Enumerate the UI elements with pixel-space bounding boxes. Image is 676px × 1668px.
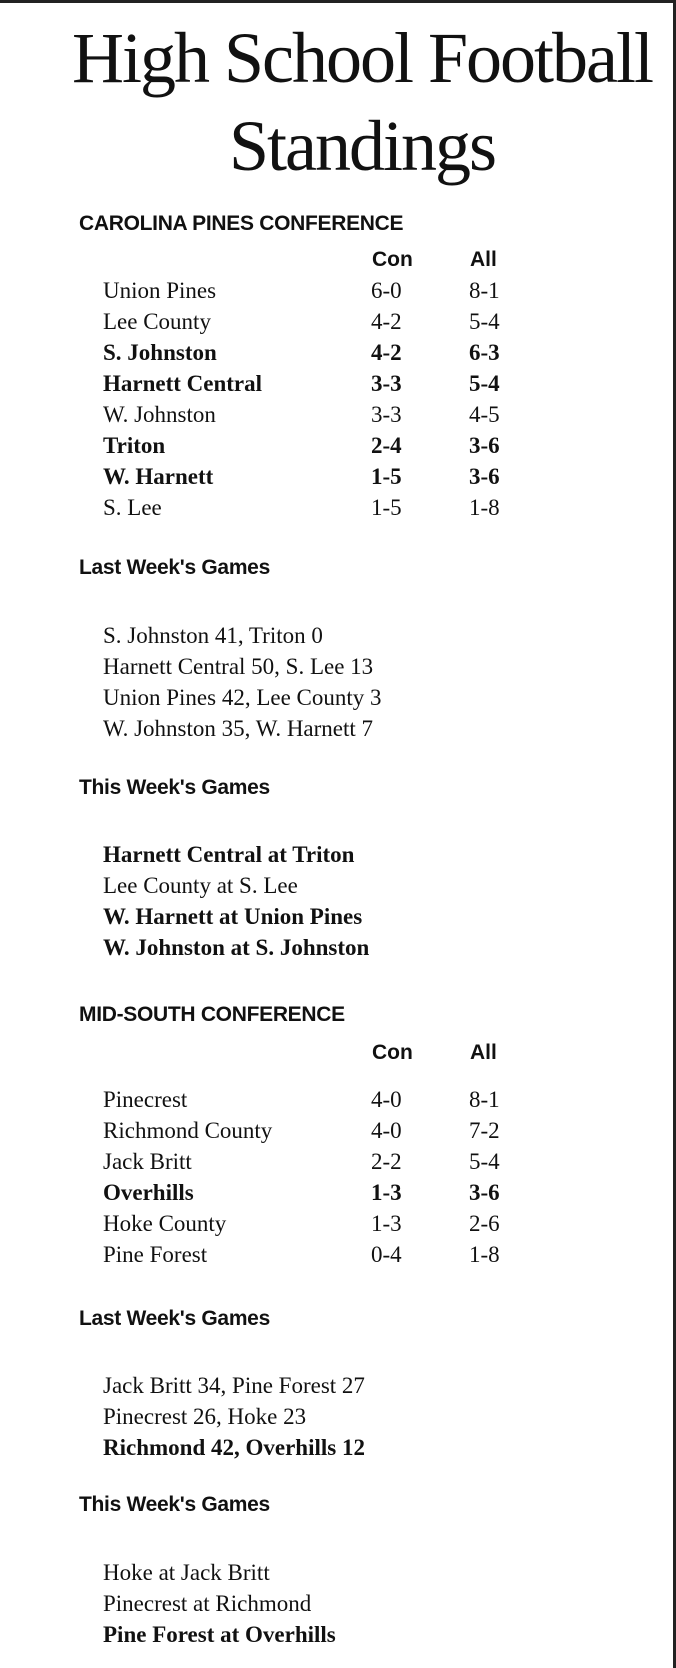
game-matchup: Lee County at S. Lee	[103, 873, 298, 898]
standings-row	[0, 368, 676, 399]
overall-record: 6-3	[469, 340, 500, 365]
team-name: Pinecrest	[103, 1087, 188, 1112]
standings-row	[0, 461, 676, 492]
game-matchup: W. Harnett at Union Pines	[103, 904, 363, 929]
overall-record: 5-4	[469, 309, 500, 334]
conference-record: 1-5	[371, 464, 402, 489]
game-result: Jack Britt 34, Pine Forest 27	[103, 1373, 365, 1398]
overall-record: 1-8	[469, 495, 500, 520]
overall-record: 3-6	[469, 1180, 500, 1205]
conference-record: 4-0	[371, 1087, 402, 1112]
team-name: Hoke County	[103, 1211, 227, 1236]
team-name: S. Lee	[103, 495, 162, 520]
overall-record: 8-1	[469, 278, 500, 303]
standings-row	[0, 306, 676, 337]
standings-row	[0, 1115, 676, 1146]
team-name: Richmond County	[103, 1118, 273, 1143]
team-name: W. Harnett	[103, 464, 214, 489]
conference-record: 3-3	[371, 402, 402, 427]
standings-row	[0, 1239, 676, 1270]
team-name: Lee County	[103, 309, 211, 334]
page-title-line2: Standings	[228, 106, 496, 186]
game-matchup: Hoke at Jack Britt	[103, 1560, 270, 1585]
conference-record: 2-4	[371, 433, 402, 458]
standings-row	[0, 430, 676, 461]
team-name: Union Pines	[103, 278, 217, 303]
overall-record: 7-2	[469, 1118, 500, 1143]
team-name: S. Johnston	[103, 340, 217, 365]
conference-heading-mid-south: MID-SOUTH CONFERENCE	[79, 1003, 345, 1026]
game-matchup: Harnett Central at Triton	[103, 842, 355, 867]
conference-record: 4-0	[371, 1118, 402, 1143]
game-matchup: Pine Forest at Overhills	[103, 1622, 336, 1647]
column-header-all: All	[470, 248, 497, 271]
team-name: W. Johnston	[103, 402, 216, 427]
standings-row	[0, 337, 676, 368]
overall-record: 5-4	[469, 1149, 500, 1174]
last-week-heading: Last Week's Games	[79, 556, 270, 579]
conference-record: 1-5	[371, 495, 402, 520]
standings-row	[0, 275, 676, 306]
game-result: Harnett Central 50, S. Lee 13	[103, 654, 374, 679]
overall-record: 2-6	[469, 1211, 500, 1236]
game-matchup: W. Johnston at S. Johnston	[103, 935, 370, 960]
overall-record: 8-1	[469, 1087, 500, 1112]
overall-record: 3-6	[469, 433, 500, 458]
conference-record: 3-3	[371, 371, 402, 396]
game-matchup: Pinecrest at Richmond	[103, 1591, 312, 1616]
game-result: W. Johnston 35, W. Harnett 7	[103, 716, 374, 741]
page-title: High School Football	[71, 18, 652, 98]
team-name: Jack Britt	[103, 1149, 192, 1174]
game-result: Union Pines 42, Lee County 3	[103, 685, 382, 710]
team-name: Overhills	[103, 1180, 194, 1205]
game-result: S. Johnston 41, Triton 0	[103, 623, 323, 648]
conference-heading-carolina-pines: CAROLINA PINES CONFERENCE	[79, 212, 404, 235]
this-week-heading: This Week's Games	[79, 1493, 270, 1516]
conference-record: 4-2	[371, 340, 402, 365]
column-header-con: Con	[372, 1041, 413, 1064]
overall-record: 4-5	[469, 402, 500, 427]
game-result: Richmond 42, Overhills 12	[103, 1435, 365, 1460]
conference-record: 2-2	[371, 1149, 402, 1174]
game-result: Pinecrest 26, Hoke 23	[103, 1404, 307, 1429]
team-name: Triton	[103, 433, 166, 458]
conference-record: 4-2	[371, 309, 402, 334]
team-name: Harnett Central	[103, 371, 263, 396]
overall-record: 1-8	[469, 1242, 500, 1267]
standings-row	[0, 1084, 676, 1115]
this-week-heading: This Week's Games	[79, 776, 270, 799]
overall-record: 3-6	[469, 464, 500, 489]
standings-row	[0, 399, 676, 430]
standings-row	[0, 492, 676, 523]
standings-row	[0, 1146, 676, 1177]
conference-record: 1-3	[371, 1180, 402, 1205]
conference-record: 0-4	[371, 1242, 402, 1267]
overall-record: 5-4	[469, 371, 500, 396]
column-header-con: Con	[372, 248, 413, 271]
column-header-all: All	[470, 1041, 497, 1064]
last-week-heading: Last Week's Games	[79, 1307, 270, 1330]
team-name: Pine Forest	[103, 1242, 208, 1267]
conference-record: 6-0	[371, 278, 402, 303]
standings-row	[0, 1177, 676, 1208]
conference-record: 1-3	[371, 1211, 402, 1236]
standings-row	[0, 1208, 676, 1239]
